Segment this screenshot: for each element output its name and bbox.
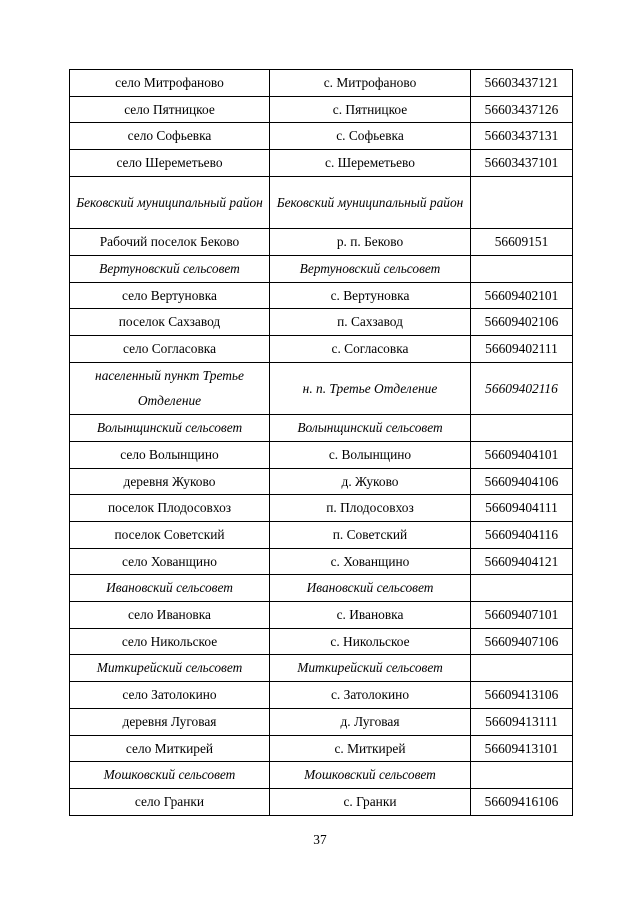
settlement-name-cell: село Волынщино [70,441,270,468]
oktmo-code-cell: 56603437131 [471,123,573,150]
oktmo-code-cell [471,176,573,228]
table-row [70,176,573,228]
table-row [70,255,573,282]
short-name-cell: Волынщинский сельсовет [270,415,471,442]
settlement-name-cell: Ивановский сельсовет [70,575,270,602]
short-name-cell: с. Шереметьево [270,150,471,177]
settlement-name-cell: село Затолокино [70,682,270,709]
oktmo-code-cell: 56603437126 [471,96,573,123]
short-name-cell: с. Волынщино [270,441,471,468]
table-row [70,229,573,256]
oktmo-code-cell: 56609413106 [471,682,573,709]
settlement-name-cell: Бековский муниципальный район [70,176,270,228]
short-name-cell: с. Затолокино [270,682,471,709]
settlement-name-cell: Вертуновский сельсовет [70,255,270,282]
oktmo-code-cell: 56609404106 [471,468,573,495]
table-row [70,521,573,548]
table-row [70,682,573,709]
oktmo-code-cell: 56609402111 [471,336,573,363]
table-row [70,708,573,735]
oktmo-code-cell [471,255,573,282]
settlement-name-cell: село Ивановка [70,602,270,629]
settlement-name-cell: село Митрофаново [70,70,270,97]
oktmo-code-cell [471,762,573,789]
settlement-name-cell: населенный пункт Третье Отделение [70,362,270,414]
settlement-name-cell: деревня Луговая [70,708,270,735]
table-row [70,309,573,336]
table-row [70,628,573,655]
oktmo-code-cell: 56609413111 [471,708,573,735]
short-name-cell: д. Жуково [270,468,471,495]
settlement-name-cell: село Шереметьево [70,150,270,177]
oktmo-code-cell: 56609151 [471,229,573,256]
settlement-name-cell: село Вертуновка [70,282,270,309]
oktmo-code-cell: 56609413101 [471,735,573,762]
oktmo-code-cell: 56603437121 [471,70,573,97]
table-row [70,735,573,762]
settlement-name-cell: село Хованщино [70,548,270,575]
settlement-name-cell: село Софьевка [70,123,270,150]
table-row [70,762,573,789]
oktmo-code-cell [471,415,573,442]
table-row [70,655,573,682]
settlement-name-cell: Волынщинский сельсовет [70,415,270,442]
oktmo-code-cell: 56609404121 [471,548,573,575]
settlements-table-body [70,70,573,816]
short-name-cell: п. Плодосовхоз [270,495,471,522]
settlement-name-cell: Рабочий поселок Беково [70,229,270,256]
settlement-name-cell: село Гранки [70,788,270,815]
table-row [70,602,573,629]
settlement-name-cell: поселок Плодосовхоз [70,495,270,522]
settlement-name-cell: село Никольское [70,628,270,655]
oktmo-code-cell: 56609404116 [471,521,573,548]
settlement-name-cell: поселок Советский [70,521,270,548]
table-row [70,548,573,575]
short-name-cell: п. Сахзавод [270,309,471,336]
short-name-cell: Мошковский сельсовет [270,762,471,789]
table-row [70,415,573,442]
short-name-cell: с. Никольское [270,628,471,655]
settlement-name-cell: Мошковский сельсовет [70,762,270,789]
oktmo-code-cell: 56609402106 [471,309,573,336]
settlement-name-cell: село Согласовка [70,336,270,363]
table-row [70,150,573,177]
table-row [70,362,573,414]
short-name-cell: с. Софьевка [270,123,471,150]
table-row [70,96,573,123]
oktmo-code-cell: 56609404111 [471,495,573,522]
oktmo-code-cell [471,655,573,682]
oktmo-code-cell: 56609402101 [471,282,573,309]
short-name-cell: с. Пятницкое [270,96,471,123]
table-row [70,282,573,309]
short-name-cell: с. Миткирей [270,735,471,762]
oktmo-code-cell: 56603437101 [471,150,573,177]
settlements-table [69,69,573,816]
short-name-cell: с. Митрофаново [270,70,471,97]
oktmo-code-cell: 56609404101 [471,441,573,468]
oktmo-code-cell: 56609402116 [471,362,573,414]
settlement-name-cell: село Пятницкое [70,96,270,123]
short-name-cell: с. Вертуновка [270,282,471,309]
short-name-cell: Вертуновский сельсовет [270,255,471,282]
short-name-cell: Бековский муниципальный район [270,176,471,228]
oktmo-code-cell [471,575,573,602]
short-name-cell: п. Советский [270,521,471,548]
table-row [70,441,573,468]
short-name-cell: с. Ивановка [270,602,471,629]
short-name-cell: н. п. Третье Отделение [270,362,471,414]
table-row [70,575,573,602]
table-row [70,495,573,522]
table-row [70,70,573,97]
short-name-cell: р. п. Беково [270,229,471,256]
settlement-name-cell: поселок Сахзавод [70,309,270,336]
short-name-cell: Ивановский сельсовет [270,575,471,602]
oktmo-code-cell: 56609416106 [471,788,573,815]
short-name-cell: с. Хованщино [270,548,471,575]
short-name-cell: Миткирейский сельсовет [270,655,471,682]
settlement-name-cell: деревня Жуково [70,468,270,495]
settlement-name-cell: село Миткирей [70,735,270,762]
table-row [70,788,573,815]
table-row [70,468,573,495]
settlement-name-cell: Миткирейский сельсовет [70,655,270,682]
table-row [70,123,573,150]
short-name-cell: с. Согласовка [270,336,471,363]
page-number: 37 [313,832,327,847]
oktmo-code-cell: 56609407106 [471,628,573,655]
oktmo-code-cell: 56609407101 [471,602,573,629]
short-name-cell: д. Луговая [270,708,471,735]
table-row [70,336,573,363]
short-name-cell: с. Гранки [270,788,471,815]
